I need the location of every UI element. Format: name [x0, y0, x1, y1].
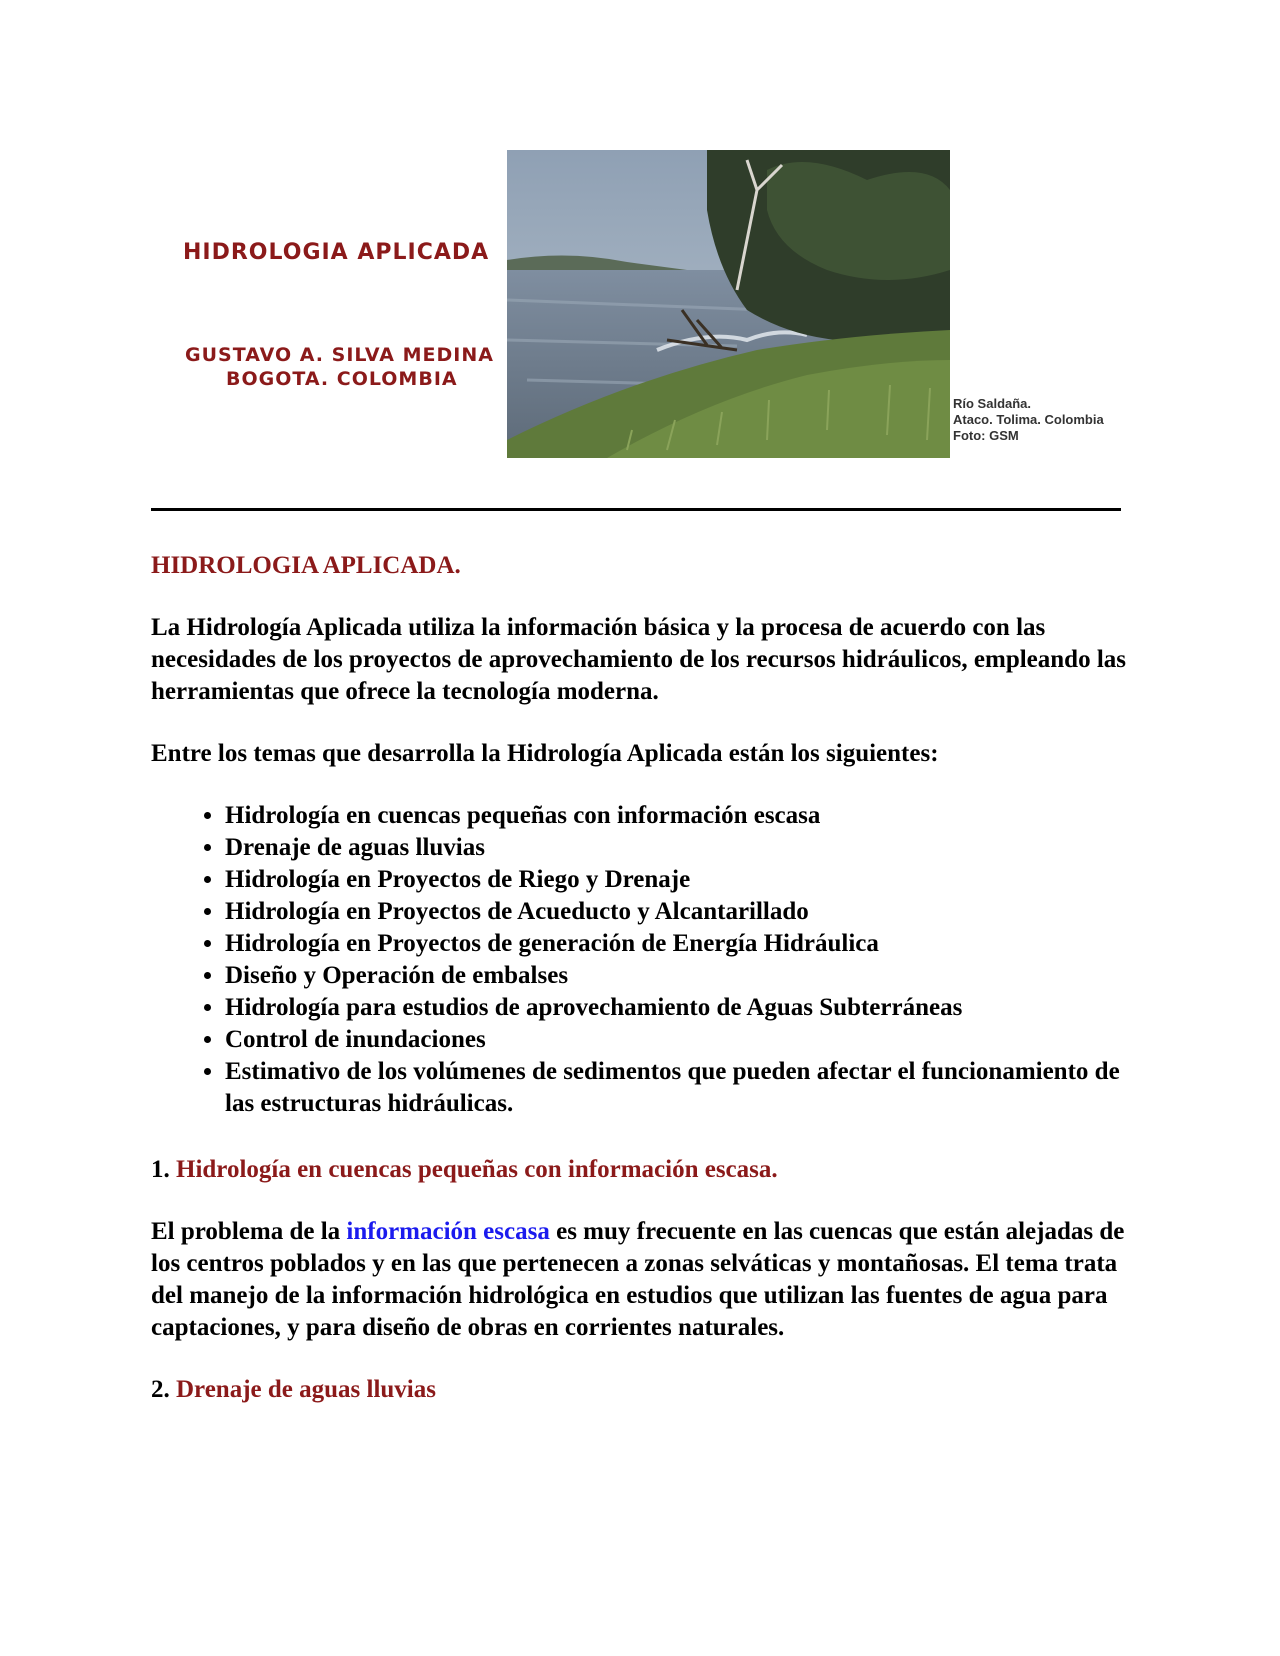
caption-line: Ataco. Tolima. Colombia [953, 412, 1104, 427]
section-title: Hidrología en cuencas pequeñas con información escasa. [176, 1156, 778, 1183]
section-2-heading [151, 1374, 1126, 1406]
informacion-escasa-link[interactable]: información escasa [346, 1218, 557, 1245]
list-item: • Hidrología para estudios de aprovechamiento de Aguas Subterráneas [225, 992, 1126, 1024]
section-number: 1. [151, 1156, 170, 1183]
photo-caption [953, 396, 1104, 444]
caption-line: Río Saldaña. [953, 396, 1032, 411]
list-item: • Hidrología en Proyectos de Acueducto y Alcantarillado [225, 896, 1126, 928]
horizontal-rule [151, 508, 1121, 511]
section-text: es muy frecuente en las cuencas que están alejadas de los centros poblados y en las que pertenecen a zonas selváticas y montañosas. El tema trata del manejo de la información hidrológica en estudios que utilizan las fuentes de agua para captaciones, y para diseño de obras en corrientes naturales. [151, 1218, 1125, 1341]
banner-city: BOGOTA. COLOMBIA [226, 368, 458, 390]
banner-author: GUSTAVO A. SILVA MEDINA [185, 344, 494, 366]
list-item: • Hidrología en cuencas pequeñas con información escasa [225, 800, 1126, 832]
main-content [151, 550, 1126, 1436]
list-item: • Hidrología en Proyectos de generación de Energía Hidráulica [225, 928, 1126, 960]
list-item: • Hidrología en Proyectos de Riego y Drenaje [225, 864, 1126, 896]
section-1-paragraph [151, 1216, 1126, 1344]
list-item: • Diseño y Operación de embalses [225, 960, 1126, 992]
section-title: Drenaje de aguas lluvias [176, 1376, 436, 1403]
page-title: HIDROLOGIA APLICADA. [151, 552, 461, 579]
section-number: 2. [151, 1376, 170, 1403]
list-item: • Control de inundaciones [225, 1024, 1126, 1056]
topics-list [151, 800, 1126, 1120]
caption-line: Foto: GSM [953, 428, 1019, 443]
river-photo [507, 150, 950, 458]
section-text: El problema de la [151, 1218, 347, 1245]
section-1-heading [151, 1154, 1126, 1186]
list-item: • Drenaje de aguas lluvias [225, 832, 1126, 864]
banner [0, 0, 1280, 470]
topics-intro: Entre los temas que desarrolla la Hidrología Aplicada están los siguientes: [151, 740, 939, 767]
banner-title: HIDROLOGIA APLICADA [183, 240, 490, 265]
list-item: • Estimativo de los volúmenes de sedimentos que pueden afectar el funcionamiento de las estructuras hidráulicas. [225, 1056, 1126, 1120]
intro-paragraph: La Hidrología Aplicada utiliza la información básica y la procesa de acuerdo con las necesidades de los proyectos de aprovechamiento de los recursos hidráulicos, empleando las herramientas que ofrece la tecnología moderna. [151, 614, 1126, 705]
